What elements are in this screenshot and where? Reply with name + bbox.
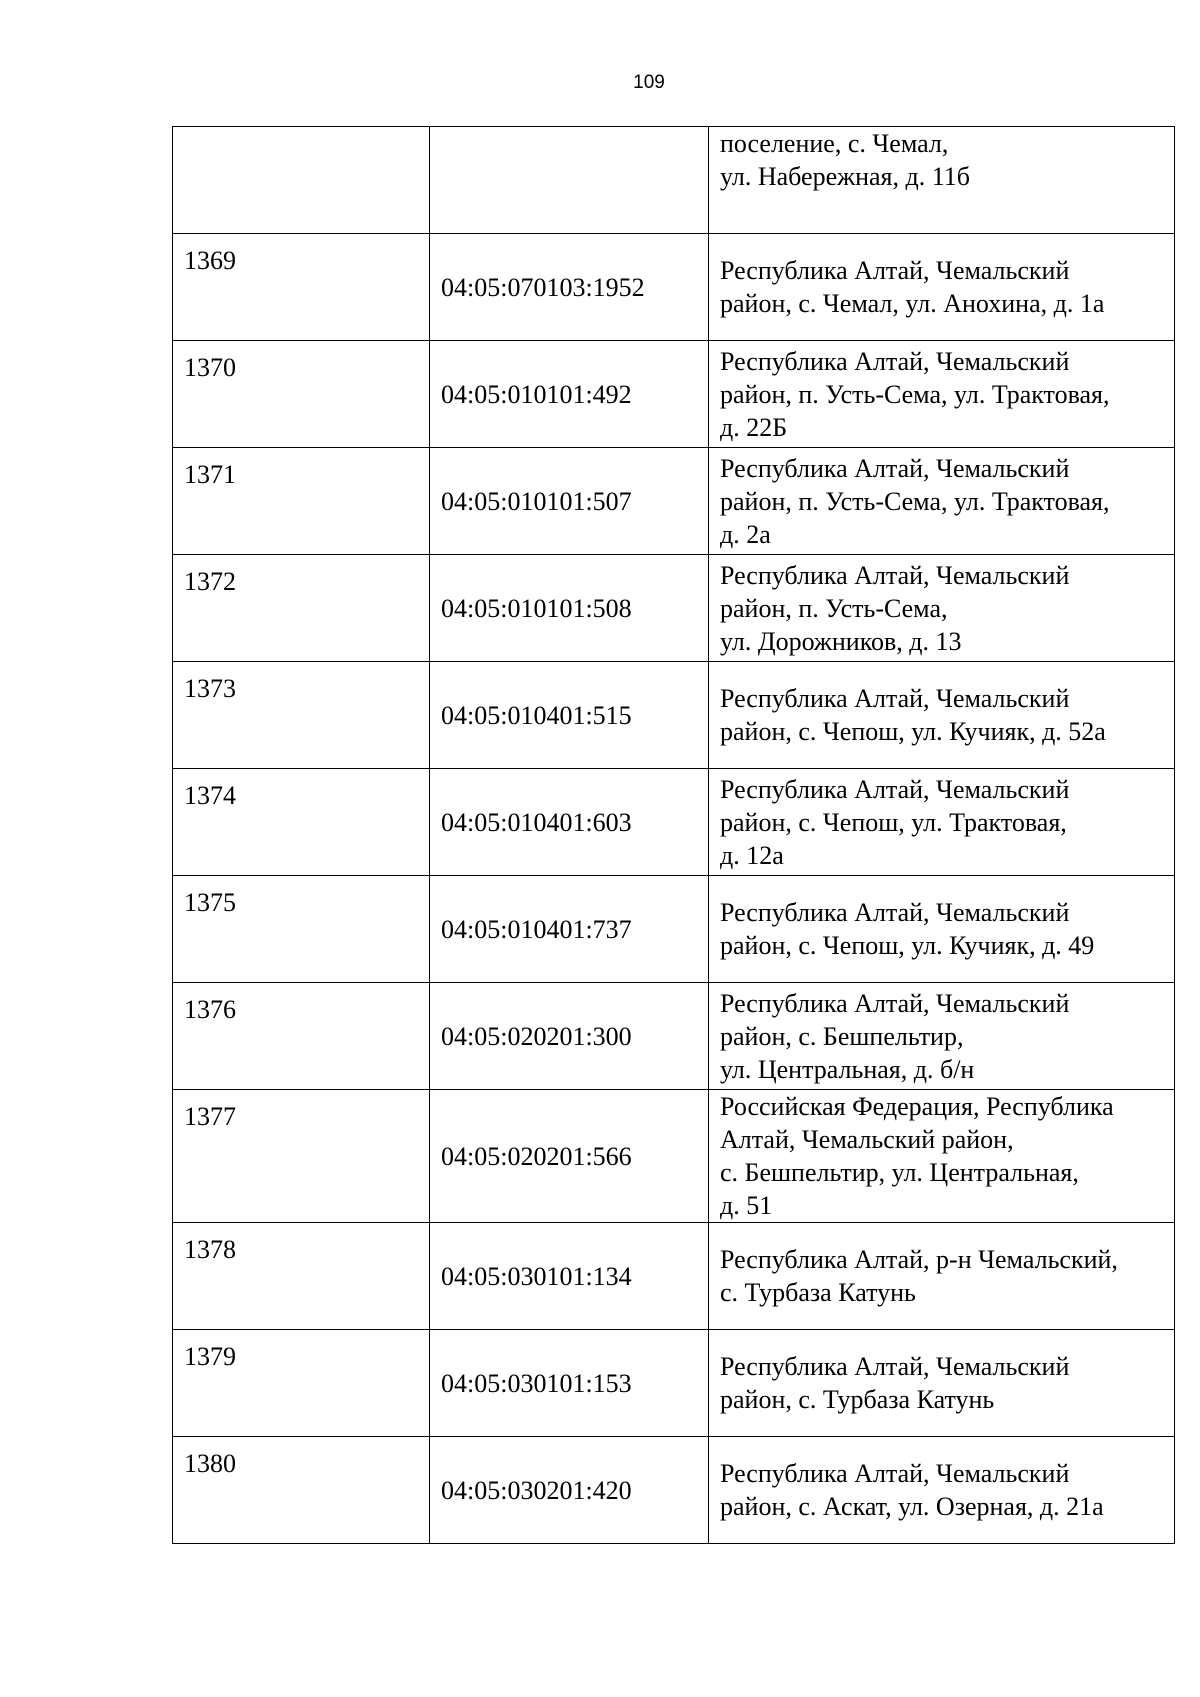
address-line: д. 2а — [720, 519, 771, 549]
cadastral-number-cell: 04:05:010101:507 — [430, 448, 709, 555]
address-line: район, п. Усть-Сема, ул. Трактовая, — [720, 379, 1110, 409]
address-line: Республика Алтай, Чемальский — [720, 898, 1070, 927]
cadastral-number-cell: 04:05:010101:508 — [430, 555, 709, 662]
row-number-cell: 1369 — [173, 234, 430, 341]
table-row — [173, 1223, 1175, 1330]
table-row — [173, 1437, 1175, 1544]
address-cell — [709, 1223, 1175, 1330]
row-number-cell: 1377 — [173, 1090, 430, 1223]
cadastral-number-cell: 04:05:030101:134 — [430, 1223, 709, 1330]
address-line: Алтай, Чемальский район, — [720, 1125, 1014, 1154]
address-line: Республика Алтай, Чемальский — [720, 560, 1070, 590]
cadastral-number-cell: 04:05:030201:420 — [430, 1437, 709, 1544]
address-line: район, с. Чепош, ул. Трактовая, — [720, 807, 1067, 837]
address-cell — [709, 983, 1175, 1090]
address-line: ул. Набережная, д. 11б — [720, 162, 970, 191]
address-cell — [709, 1090, 1175, 1223]
address-cell — [709, 555, 1175, 662]
table-row — [173, 983, 1175, 1090]
address-line: Республика Алтай, Чемальский — [720, 988, 1070, 1018]
address-cell — [709, 341, 1175, 448]
cadastral-number-cell: 04:05:010401:515 — [430, 662, 709, 769]
cadastral-number-cell — [430, 127, 709, 234]
address-line: Республика Алтай, Чемальский — [720, 346, 1070, 376]
address-line: Российская Федерация, Республика — [720, 1092, 1114, 1121]
address-line: Республика Алтай, р-н Чемальский, — [720, 1245, 1118, 1274]
page-number: 109 — [633, 72, 665, 93]
address-line: район, с. Турбаза Катунь — [720, 1385, 995, 1414]
address-line: ул. Дорожников, д. 13 — [720, 626, 962, 656]
row-number-cell: 1371 — [173, 448, 430, 555]
address-cell — [709, 876, 1175, 983]
row-number-cell: 1374 — [173, 769, 430, 876]
address-line: ул. Центральная, д. б/н — [720, 1054, 975, 1084]
table-row — [173, 1090, 1175, 1223]
address-line: Республика Алтай, Чемальский — [720, 1459, 1070, 1488]
cadastral-number-cell: 04:05:020201:300 — [430, 983, 709, 1090]
row-number-cell: 1370 — [173, 341, 430, 448]
address-line: поселение, с. Чемал, — [720, 129, 949, 158]
row-number-cell: 1375 — [173, 876, 430, 983]
row-number-cell: 1373 — [173, 662, 430, 769]
table-row — [173, 662, 1175, 769]
address-line: район, п. Усть-Сема, ул. Трактовая, — [720, 486, 1110, 516]
cadastral-number-cell: 04:05:010401:737 — [430, 876, 709, 983]
address-cell — [709, 127, 1175, 234]
row-number-cell: 1378 — [173, 1223, 430, 1330]
address-line: район, п. Усть-Сема, — [720, 593, 948, 623]
table-row — [173, 876, 1175, 983]
table-row — [173, 341, 1175, 448]
address-line: д. 12а — [720, 840, 784, 870]
address-line: район, с. Чепош, ул. Кучияк, д. 49 — [720, 931, 1095, 960]
table-row — [173, 234, 1175, 341]
table-row — [173, 555, 1175, 662]
registry-table-body — [173, 127, 1175, 1544]
table-row — [173, 1330, 1175, 1437]
address-line: с. Бешпельтир, ул. Центральная, — [720, 1158, 1079, 1187]
cadastral-number-cell: 04:05:010401:603 — [430, 769, 709, 876]
address-line: д. 22Б — [720, 412, 788, 442]
row-number-cell: 1379 — [173, 1330, 430, 1437]
address-cell — [709, 234, 1175, 341]
registry-table — [172, 126, 1175, 1544]
address-line: район, с. Чемал, ул. Анохина, д. 1а — [720, 289, 1105, 318]
table-row — [173, 769, 1175, 876]
table-row — [173, 448, 1175, 555]
cadastral-number-cell: 04:05:020201:566 — [430, 1090, 709, 1223]
cadastral-number-cell: 04:05:070103:1952 — [430, 234, 709, 341]
address-cell — [709, 1330, 1175, 1437]
address-line: район, с. Бешпельтир, — [720, 1021, 964, 1051]
address-cell — [709, 448, 1175, 555]
address-line: Республика Алтай, Чемальский — [720, 774, 1070, 804]
address-cell — [709, 769, 1175, 876]
address-line: район, с. Аскат, ул. Озерная, д. 21а — [720, 1492, 1104, 1521]
address-line: Республика Алтай, Чемальский — [720, 684, 1070, 713]
address-cell — [709, 1437, 1175, 1544]
cadastral-number-cell: 04:05:030101:153 — [430, 1330, 709, 1437]
address-line: Республика Алтай, Чемальский — [720, 453, 1070, 483]
address-line: Республика Алтай, Чемальский — [720, 1352, 1070, 1381]
table-row — [173, 127, 1175, 234]
row-number-cell: 1376 — [173, 983, 430, 1090]
address-line: д. 51 — [720, 1191, 773, 1220]
row-number-cell — [173, 127, 430, 234]
address-cell — [709, 662, 1175, 769]
address-line: Республика Алтай, Чемальский — [720, 256, 1070, 285]
row-number-cell: 1372 — [173, 555, 430, 662]
cadastral-number-cell: 04:05:010101:492 — [430, 341, 709, 448]
row-number-cell: 1380 — [173, 1437, 430, 1544]
address-line: с. Турбаза Катунь — [720, 1278, 916, 1307]
address-line: район, с. Чепош, ул. Кучияк, д. 52а — [720, 717, 1106, 746]
